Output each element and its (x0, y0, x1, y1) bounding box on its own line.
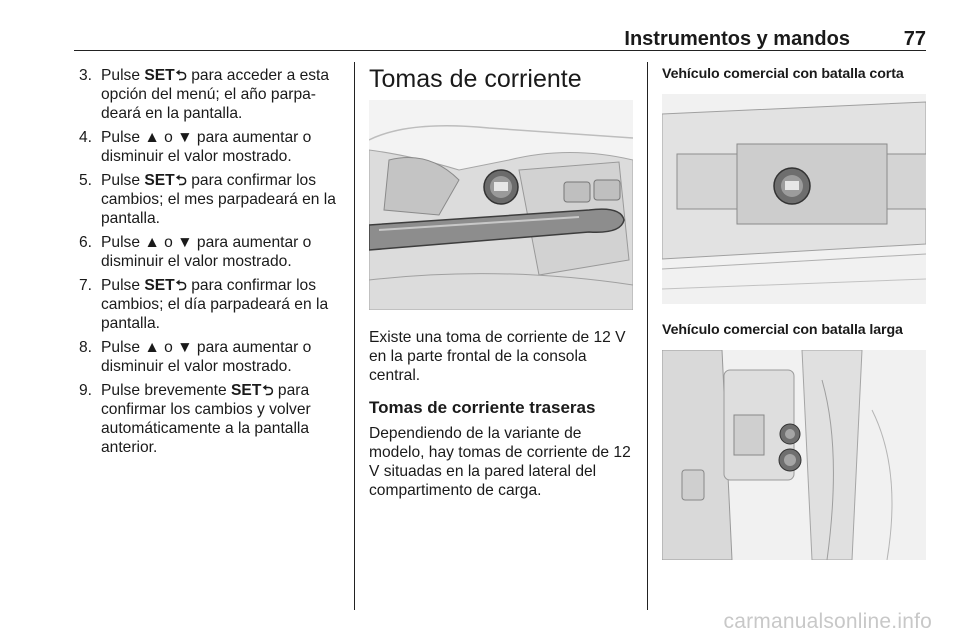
step-text: para aumentar o disminuir el valor mostrado. (101, 129, 312, 165)
list-item (74, 128, 344, 166)
section-title: Tomas de corriente (369, 65, 582, 93)
up-arrow-icon: ▲ (144, 234, 160, 251)
down-arrow-icon: ▼ (177, 339, 193, 356)
step-number: 3. (79, 67, 93, 84)
step-text: Pulse brevemente (101, 382, 232, 399)
header-rule (74, 50, 926, 51)
set-key-label: SET (144, 277, 175, 294)
watermark: carmanualsonline.info (723, 610, 932, 633)
up-arrow-icon: ▲ (144, 339, 160, 356)
step-text: Pulse (101, 129, 145, 146)
step-text: para confirmar los cambios y volver automáticamente a la pantalla anterior. (101, 382, 311, 456)
set-key-label: SET (144, 67, 175, 84)
list-item (74, 381, 344, 457)
rear-outlets-heading: Tomas de corriente traseras (369, 398, 596, 417)
column-divider-1 (354, 62, 355, 610)
steps-list (74, 66, 344, 457)
power-outlets-column (369, 64, 633, 500)
step-number: 6. (79, 234, 93, 251)
step-text: Pulse (101, 277, 145, 294)
step-text: para aumentar o disminuir el valor mostrado. (101, 339, 312, 375)
step-text: o (159, 129, 178, 146)
step-text: para acceder a esta opción del menú; el año parpa‐ deará en la pantalla. (101, 67, 330, 122)
rear-outlets-paragraph: Dependiendo de la variante de modelo, hay tomas de corriente de 12 V situadas en la pared lateral del compartimento de carga. (369, 425, 631, 499)
steps-column (74, 66, 344, 462)
step-text: o (159, 339, 178, 356)
header-title: Instrumentos y mandos (624, 28, 850, 50)
step-text: Pulse (101, 67, 145, 84)
front-outlet-illustration (369, 100, 633, 310)
up-arrow-icon: ▲ (144, 129, 160, 146)
power-socket-icon (484, 170, 518, 204)
step-text: o (159, 234, 178, 251)
intro-paragraph: Existe una toma de corriente de 12 V en la parte frontal de la consola central. (369, 329, 626, 384)
step-number: 8. (79, 339, 93, 356)
long-wheelbase-illustration (662, 350, 926, 560)
step-text: para aumentar o disminuir el valor mostrado. (101, 234, 312, 270)
down-arrow-icon: ▼ (177, 234, 193, 251)
step-text: Pulse (101, 339, 145, 356)
return-icon: ⮌ (175, 172, 187, 188)
set-key-label: SET (144, 172, 175, 189)
list-item (74, 171, 344, 228)
step-text: Pulse (101, 234, 145, 251)
return-icon: ⮌ (262, 382, 274, 398)
return-icon: ⮌ (175, 67, 187, 83)
power-socket-icon (780, 424, 800, 444)
list-item (74, 338, 344, 376)
figures-column (662, 64, 926, 560)
step-number: 5. (79, 172, 93, 189)
power-socket-icon (779, 449, 801, 471)
power-socket-icon (774, 168, 810, 204)
short-wheelbase-illustration (662, 94, 926, 304)
set-key-label: SET (231, 382, 262, 399)
down-arrow-icon: ▼ (177, 129, 193, 146)
step-text: Pulse (101, 172, 145, 189)
list-item (74, 276, 344, 333)
column-divider-2 (647, 62, 648, 610)
step-number: 7. (79, 277, 93, 294)
list-item (74, 66, 344, 123)
page-number: 77 (903, 28, 926, 50)
long-wheelbase-caption: Vehículo comercial con batalla larga (662, 322, 903, 338)
step-number: 9. (79, 382, 93, 399)
step-number: 4. (79, 129, 93, 146)
step-text: para confirmar los cambios; el mes parpadeará en la pantalla. (101, 172, 336, 227)
list-item (74, 233, 344, 271)
short-wheelbase-caption: Vehículo comercial con batalla corta (662, 66, 904, 82)
step-text: para confirmar los cambios; el día parpadeará en la pantalla. (101, 277, 329, 332)
return-icon: ⮌ (175, 277, 187, 293)
